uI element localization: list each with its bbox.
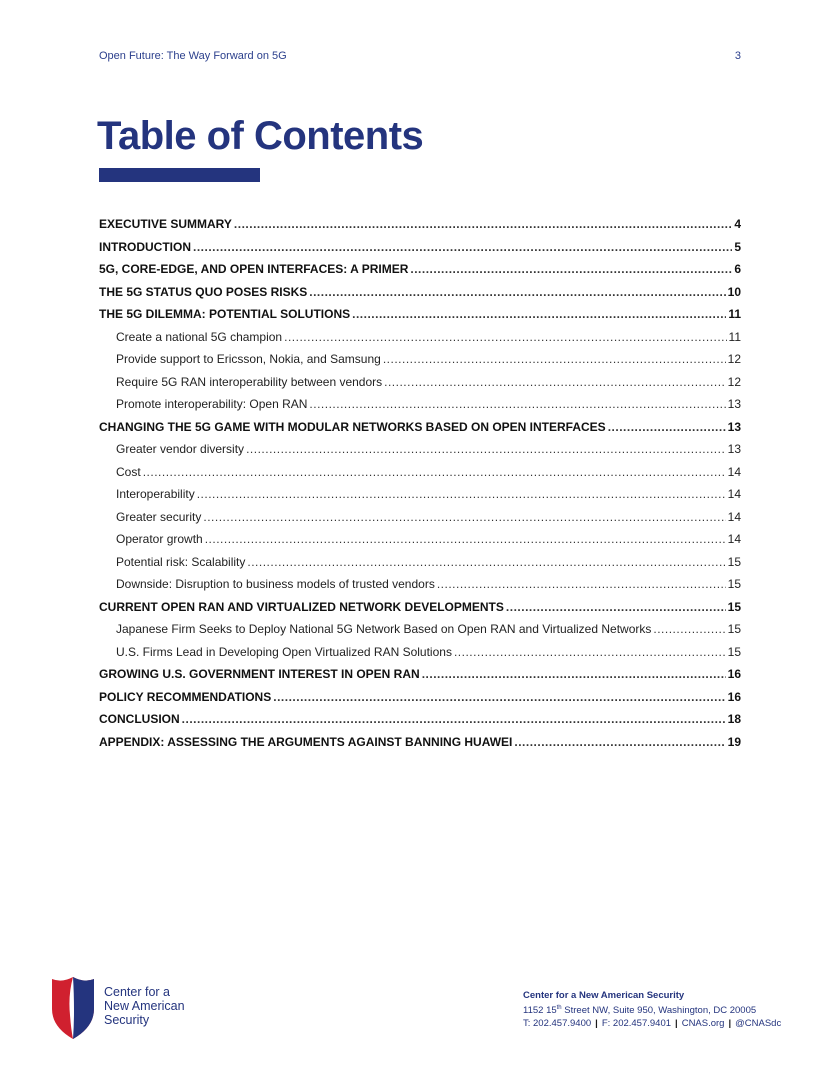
dot-leader — [284, 326, 726, 349]
title-underline-bar — [99, 168, 260, 182]
toc-entry-page: 13 — [727, 442, 741, 456]
toc-subsection-entry[interactable] — [99, 371, 741, 394]
toc-section-entry[interactable] — [99, 281, 741, 304]
toc-entry-page: 14 — [727, 509, 741, 524]
address-rest: Street NW, Suite 950, Washington, DC 20005 — [561, 1005, 757, 1017]
toc-entry-label: Operator growth — [116, 532, 203, 546]
logo-line: Security — [104, 1013, 150, 1027]
toc-entry-label: Interoperability — [116, 487, 195, 501]
toc-section-entry[interactable] — [99, 258, 741, 281]
toc-entry-page: 5 — [734, 239, 741, 254]
toc-entry-label: U.S. Firms Lead in Developing Open Virtualized RAN Solutions — [116, 644, 452, 659]
toc-section-entry[interactable] — [99, 416, 741, 439]
toc-entry-label: Greater security — [116, 509, 202, 524]
toc-entry-label: Japanese Firm Seeks to Deploy National 5G Network Based on Open RAN and Virtualized Networks — [116, 622, 652, 636]
toc-entry-page: 14 — [727, 487, 741, 501]
dot-leader — [410, 258, 732, 281]
logo-line: New American — [104, 999, 185, 1013]
toc-entry-page: 16 — [727, 667, 741, 681]
toc-entry-label: THE 5G DILEMMA: POTENTIAL SOLUTIONS — [99, 307, 351, 321]
footer-address — [523, 1002, 781, 1017]
address-ordinal: th — [556, 1005, 562, 1011]
toc-subsection-entry[interactable] — [99, 641, 741, 664]
page-title: Table of Contents — [97, 114, 424, 158]
dot-leader — [193, 236, 732, 259]
logo-line: Center for a — [104, 985, 171, 999]
toc-entry-label: INTRODUCTION — [99, 239, 191, 254]
dot-leader — [514, 731, 725, 754]
toc-subsection-entry[interactable] — [99, 573, 741, 596]
separator: | — [728, 1018, 732, 1030]
dot-leader — [205, 528, 726, 551]
toc-entry-label: Potential risk: Scalability — [116, 554, 246, 569]
toc-entry-page: 11 — [728, 307, 741, 321]
toc-entry-page: 15 — [727, 622, 741, 636]
running-header — [99, 50, 741, 64]
page-number: 3 — [734, 50, 741, 62]
dot-leader — [182, 708, 726, 731]
toc-entry-page: 4 — [734, 217, 741, 231]
toc-entry-page: 14 — [727, 464, 741, 479]
footer-fax: F: 202.457.9401 — [601, 1018, 672, 1030]
toc-section-entry[interactable] — [99, 708, 741, 731]
report-title: Open Future: The Way Forward on 5G — [99, 50, 287, 62]
toc-subsection-entry[interactable] — [99, 438, 741, 461]
toc-entry-page: 13 — [727, 419, 741, 434]
toc-entry-page: 12 — [727, 374, 741, 389]
dot-leader — [384, 371, 726, 394]
toc-entry-page: 19 — [727, 734, 741, 749]
toc-subsection-entry[interactable] — [99, 393, 741, 416]
dot-leader — [437, 573, 726, 596]
dot-leader — [234, 213, 732, 236]
toc-entry-page: 12 — [727, 352, 741, 366]
toc-subsection-entry[interactable] — [99, 483, 741, 506]
table-of-contents — [99, 213, 741, 753]
shield-icon — [48, 975, 98, 1041]
footer-org-name: Center for a New American Security — [523, 990, 685, 1001]
dot-leader — [143, 461, 726, 484]
toc-entry-label: Downside: Disruption to business models of trusted vendors — [116, 577, 435, 591]
toc-entry-label: Create a national 5G champion — [116, 329, 283, 344]
toc-entry-page: 13 — [727, 397, 741, 411]
toc-entry-label: THE 5G STATUS QUO POSES RISKS — [99, 284, 308, 299]
toc-entry-label: POLICY RECOMMENDATIONS — [99, 689, 272, 704]
dot-leader — [506, 596, 726, 619]
toc-entry-label: Require 5G RAN interoperability between vendors — [116, 374, 383, 389]
toc-entry-label: CURRENT OPEN RAN AND VIRTUALIZED NETWORK DEVELOPMENTS — [99, 599, 504, 614]
toc-subsection-entry[interactable] — [99, 506, 741, 529]
footer-social-link[interactable]: @CNASdc — [735, 1018, 782, 1030]
cnas-logo — [48, 975, 208, 1041]
dot-leader — [352, 303, 726, 326]
toc-entry-page: 16 — [727, 689, 741, 704]
toc-subsection-entry[interactable] — [99, 551, 741, 574]
toc-entry-label: CONCLUSION — [99, 712, 180, 726]
dot-leader — [383, 348, 726, 371]
toc-entry-label: Provide support to Ericsson, Nokia, and Samsung — [116, 352, 381, 366]
dot-leader — [422, 663, 726, 686]
logo-wordmark — [104, 985, 185, 1027]
footer-contact — [523, 989, 781, 1030]
toc-subsection-entry[interactable] — [99, 528, 741, 551]
dot-leader — [247, 551, 725, 574]
toc-entry-label: CHANGING THE 5G GAME WITH MODULAR NETWORKS BASED ON OPEN INTERFACES — [99, 419, 606, 434]
separator: | — [595, 1018, 598, 1030]
toc-section-entry[interactable] — [99, 731, 741, 754]
toc-entry-page: 18 — [727, 712, 741, 726]
toc-section-entry[interactable] — [99, 213, 741, 236]
toc-section-entry[interactable] — [99, 596, 741, 619]
separator: | — [675, 1018, 678, 1030]
toc-entry-label: EXECUTIVE SUMMARY — [99, 217, 232, 231]
toc-subsection-entry[interactable] — [99, 461, 741, 484]
dot-leader — [273, 686, 725, 709]
dot-leader — [309, 281, 725, 304]
toc-subsection-entry[interactable] — [99, 618, 741, 641]
toc-entry-label: GROWING U.S. GOVERNMENT INTEREST IN OPEN RAN — [99, 667, 420, 681]
toc-subsection-entry[interactable] — [99, 326, 741, 349]
toc-entry-page: 11 — [728, 329, 741, 344]
footer-contact-line — [523, 1017, 781, 1030]
toc-entry-label: Greater vendor diversity — [116, 442, 245, 456]
footer-phone: T: 202.457.9400 — [523, 1018, 592, 1030]
dot-leader — [197, 483, 726, 506]
dot-leader — [309, 393, 725, 416]
toc-entry-label: APPENDIX: ASSESSING THE ARGUMENTS AGAINST BANNING HUAWEI — [99, 734, 513, 749]
toc-entry-label: Promote interoperability: Open RAN — [116, 397, 308, 411]
dot-leader — [653, 618, 725, 641]
dot-leader — [608, 416, 726, 439]
toc-entry-page: 15 — [727, 644, 741, 659]
dot-leader — [203, 506, 725, 529]
toc-section-entry[interactable] — [99, 663, 741, 686]
toc-entry-page: 15 — [727, 554, 741, 569]
dot-leader — [246, 438, 726, 461]
toc-subsection-entry[interactable] — [99, 348, 741, 371]
toc-entry-label: Cost — [116, 464, 141, 479]
toc-entry-page: 15 — [727, 599, 741, 614]
toc-entry-page: 14 — [727, 532, 741, 546]
address-number: 1152 15 — [523, 1005, 557, 1017]
toc-entry-page: 10 — [727, 284, 741, 299]
toc-entry-label: 5G, CORE-EDGE, AND OPEN INTERFACES: A PRIMER — [99, 262, 409, 276]
dot-leader — [454, 641, 726, 664]
toc-section-entry[interactable] — [99, 236, 741, 259]
toc-entry-page: 15 — [727, 577, 741, 591]
toc-section-entry[interactable] — [99, 303, 741, 326]
toc-section-entry[interactable] — [99, 686, 741, 709]
footer-website-link[interactable]: CNAS.org — [681, 1018, 725, 1030]
toc-entry-page: 6 — [734, 262, 741, 276]
